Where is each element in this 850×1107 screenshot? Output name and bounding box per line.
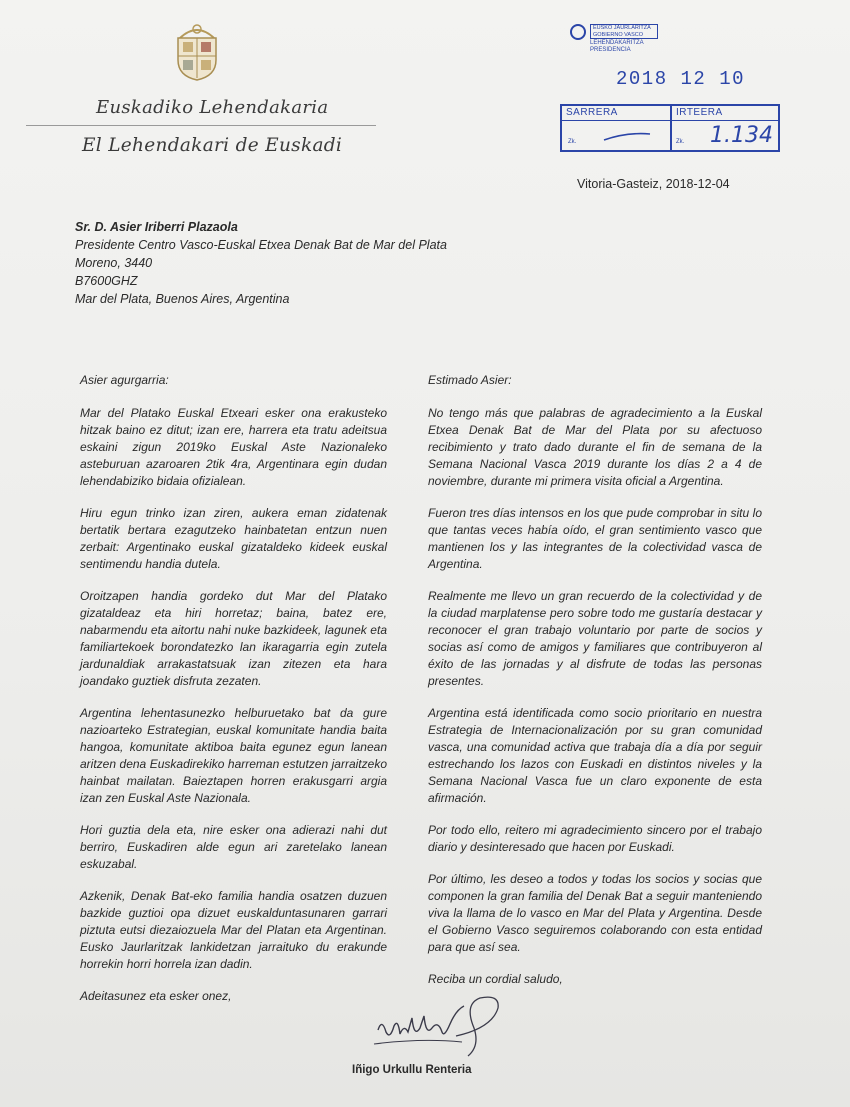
paragraph: Mar del Platako Euskal Etxeari esker ona erakusteko hitzak baino ez ditut; izan ere, harrera eta tratu adeitsua eskaini zigun 2019ko Euskal Aste Nazionaleko asteburuan azaroaren 2tik 4ra, Argentinara egin dudan lehendabiziko bidaia ofizialean. — [80, 406, 387, 488]
handwritten-signature — [372, 988, 510, 1060]
stamp-zk-label: Zk. — [676, 139, 685, 145]
government-logo-icon — [570, 24, 586, 40]
stamp-register-number: 1.134 — [710, 123, 773, 148]
signer-name: Iñigo Urkullu Renteria — [352, 1064, 472, 1076]
closing: Adeitasunez eta esker onez, — [80, 989, 232, 1003]
recipient-street: Moreno, 3440 — [75, 256, 153, 270]
paragraph: Argentina está identificada como socio prioritario en nuestra Estrategia de Internacionalización por su gran comunidad vasca, una comunidad activa que trabaja día a día por seguir estrechando los lazos con Euskadi en distintos niveles y la Semana Nacional Vasca fue un claro exponente de esta afirmación. — [428, 706, 762, 805]
paragraph: Hori guztia dela eta, nire esker ona adierazi nahi dut berriro, Euskadiren alde egun ari zaretelako lanean eskuzabal. — [80, 823, 387, 871]
recipient-city: Mar del Plata, Buenos Aires, Argentina — [75, 292, 290, 306]
paragraph: Fueron tres días intensos en los que pude comprobar in situ lo que tantas veces había oído, el gran sentimiento vasco que mantienen los y las integrantes de la colectividad vasca de Argentina. — [428, 506, 762, 571]
basque-column — [80, 372, 387, 1020]
paragraph: Realmente me llevo un gran recuerdo de la colectividad y de la ciudad marplatense pero sobre todo me gustaría destacar y reconocer el gran trabajo voluntario por parte de socios y socias así como de amigos y familiares que contribuyeron al éxito de las jornadas y al disfrute de todas las personas presentes. — [428, 589, 762, 688]
recipient-postcode: B7600GHZ — [75, 274, 138, 288]
recipient-address — [75, 218, 447, 308]
recipient-title: Presidente Centro Vasco-Euskal Etxea Denak Bat de Mar del Plata — [75, 238, 447, 252]
greeting: Estimado Asier: — [428, 373, 512, 387]
greeting: Asier agurgarria: — [80, 373, 169, 387]
stamp-divider — [562, 120, 778, 121]
spanish-column — [428, 372, 762, 1003]
stamp-dash-mark — [602, 128, 652, 144]
paragraph: Hiru egun trinko izan ziren, aukera eman zidatenak bertatik bertara ezagutzeko hainbatetan entzun nuen zerbait: Argentinako euskal gizataldeko kideek euskal sentimendu handia dutela. — [80, 506, 387, 571]
stamp-exit-label: IRTEERA — [676, 107, 723, 118]
stamp-date: 2018 12 10 — [616, 68, 746, 90]
stamp-entry-label: SARRERA — [566, 107, 618, 118]
closing: Reciba un cordial saludo, — [428, 972, 563, 986]
stamp-divider — [670, 106, 672, 150]
paragraph: Por todo ello, reitero mi agradecimiento sincero por el trabajo diario y desinteresado que hacen por Euskadi. — [428, 823, 762, 854]
paragraph: Por último, les deseo a todos y todas los socios y socias que componen la gran familia del Denak Bat a seguir manteniendo viva la llama de lo vasco en Mar del Plata y Argentina. Desde el Gobierno Vasco seguiremos colaborando con esta entidad para que así sea. — [428, 872, 762, 954]
paragraph: No tengo más que palabras de agradecimiento a la Euskal Etxea Denak Bat de Mar del Plata por su afectuoso recibimiento y trato dado durante el fin de semana de la Semana Nacional Vasca 2019 durante los días 2 a 4 de noviembre, durante mi primera visita oficial a Argentina. — [428, 406, 762, 488]
paragraph: Argentina lehentasunezko helburuetako bat da gure nazioarteko Estrategian, euskal komunitate handia baita hangoa, komunitate aktiboa baita egunez egun lanean aritzen dena Euskadirekiko harreman estutzen jarraitzeko hainbat mailatan. Baieztapen horren erakusgarri argia izan zen Euskal Aste Nazionala. — [80, 706, 387, 805]
stamp-department: LEHENDAKARITZA PRESIDENCIA — [590, 40, 644, 53]
institution-name-basque: Euskadiko Lehendakaria — [96, 97, 329, 118]
stamp-register-table — [560, 104, 780, 152]
registry-stamp — [560, 18, 782, 156]
stamp-zk-label: Zk. — [568, 139, 577, 145]
letterhead-divider — [26, 125, 376, 126]
institution-name-spanish: El Lehendakari de Euskadi — [82, 135, 343, 156]
recipient-name: Sr. D. Asier Iriberri Plazaola — [75, 220, 238, 234]
paragraph: Oroitzapen handia gordeko dut Mar del Platako gizataldeaz eta hiri horretaz; baina, batez ere, nabarmendu eta aitortu nahi nuke bazkideek, lagunek eta familiartekoek borondatezko lan ikaragarria egin zutela jardunaldiak arrakastatsuak izan zitezen eta hara joandako guztiek disfruta zezaten. — [80, 589, 387, 688]
stamp-org-box: EUSKO JAURLARITZA GOBIERNO VASCO — [590, 24, 658, 39]
place-date: Vitoria-Gasteiz, 2018-12-04 — [577, 177, 730, 191]
paragraph: Azkenik, Denak Bat-eko familia handia osatzen duzuen bazkide guztioi opa dizuet euskalduntasunaren garrari piztuta eutsi diezaiozuela Mar del Platan eta Argentinan. Eusko Jaurlaritzak lankidetzan jarraituko du erakunde horrekin horri horrela izan dadin. — [80, 889, 387, 971]
coat-of-arms-icon — [172, 20, 222, 82]
